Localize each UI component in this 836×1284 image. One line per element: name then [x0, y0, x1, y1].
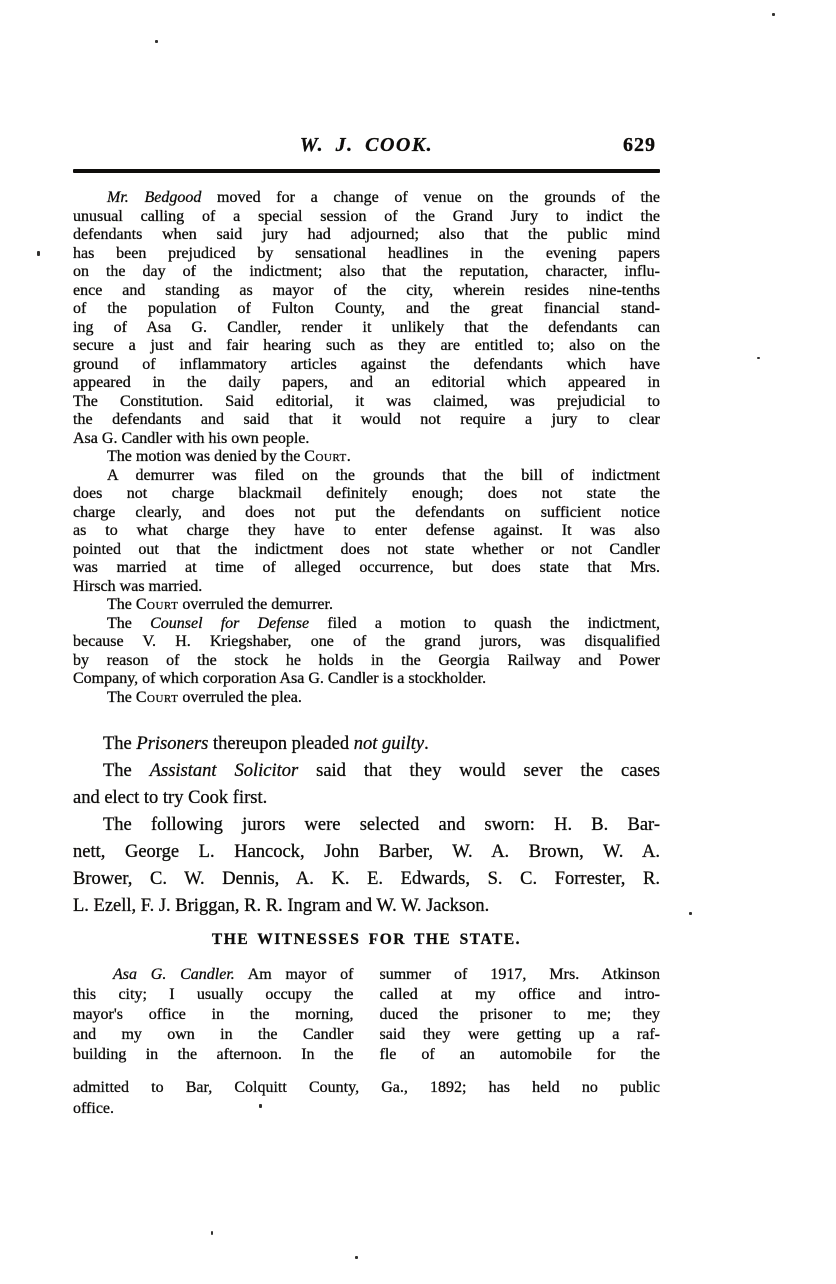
text-line — [73, 245, 660, 264]
text-run: Prisoners — [136, 734, 209, 754]
text-line — [380, 965, 661, 985]
demurrer-paragraph — [73, 467, 660, 597]
candler-testimony-columns — [73, 965, 660, 1065]
text-line — [73, 356, 660, 375]
text-run: because V. H. Kriegshaber, one of the grand jurors, was disqualified — [73, 633, 660, 650]
text-run: Assistant Solicitor — [149, 761, 299, 781]
plea-overruled-line — [73, 689, 660, 708]
text-line — [73, 504, 660, 523]
text-run: filed a motion to quash the indictment, — [309, 614, 660, 632]
text-line — [73, 411, 660, 430]
venue-motion-paragraph — [73, 189, 660, 448]
text-run: Brower, C. W. Dennis, A. K. E. Edwards, S. C. Forrester, R. — [73, 869, 660, 889]
text-run: The — [107, 614, 151, 632]
text-run: and my own in the Candler — [73, 1026, 354, 1043]
text-run: The — [103, 734, 137, 754]
text-line — [73, 731, 660, 758]
text-line — [73, 559, 660, 578]
text-line — [73, 985, 354, 1005]
text-run: . — [424, 734, 429, 754]
text-run: moved for a change of venue on the grounds of the — [201, 189, 660, 206]
header-rule — [73, 169, 660, 173]
page-body — [73, 189, 660, 1119]
text-line — [73, 282, 660, 301]
text-line — [73, 670, 660, 689]
text-run: Asa G. Candler with his own people. — [73, 429, 310, 447]
text-line — [73, 263, 660, 282]
motion-denied-line — [73, 448, 660, 467]
text-run: admitted to Bar, Colquitt County, Ga., 1892; has held no public — [73, 1079, 660, 1096]
text-run: The motion was denied by the — [107, 448, 305, 465]
running-head — [73, 134, 660, 160]
text-line — [73, 226, 660, 245]
text-run: duced the prisoner to me; they — [379, 1006, 660, 1023]
scan-speck — [772, 13, 775, 16]
text-line — [73, 812, 660, 839]
text-line — [73, 485, 660, 504]
text-line — [73, 758, 660, 785]
text-run: said they were getting up a raf- — [379, 1026, 660, 1043]
sever-cases-paragraph — [73, 758, 660, 812]
text-run: The — [103, 761, 150, 781]
text-run: by reason of the stock he holds in the Georgia Railway and Power — [73, 651, 660, 669]
text-run: was married at time of alleged occurrence, but does state that Mrs. — [73, 559, 660, 576]
text-run: L. Ezell, F. J. Briggan, R. R. Ingram and W. W. Jackson. — [73, 896, 490, 916]
text-line — [73, 839, 660, 866]
text-run: said that they would sever the cases — [298, 761, 661, 781]
text-line — [73, 430, 660, 449]
scan-speck — [689, 912, 692, 915]
scan-speck — [259, 1104, 262, 1108]
prisoners-plea-line — [73, 731, 660, 758]
scan-speck — [355, 1256, 358, 1259]
text-line — [73, 578, 660, 597]
text-line — [73, 633, 660, 652]
text-line — [380, 985, 661, 1005]
text-line — [73, 596, 660, 615]
text-run: mayor's office in the morning, — [73, 1006, 354, 1023]
text-run: A demurrer was filed on the grounds that the bill of indictment — [107, 466, 660, 484]
text-run: ence and standing as mayor of the city, wherein resides nine-tenths — [73, 281, 660, 299]
text-line — [380, 1005, 661, 1025]
quash-motion-paragraph — [73, 615, 660, 689]
text-run: called at my office and intro- — [379, 986, 660, 1003]
text-run: Court — [135, 688, 179, 706]
text-run: Mr. Bedgood — [107, 189, 202, 206]
text-line — [73, 652, 660, 671]
text-run: Court — [304, 448, 347, 465]
text-line — [73, 393, 660, 412]
text-line — [73, 1077, 660, 1098]
text-line — [380, 1045, 661, 1065]
text-line — [380, 1025, 661, 1045]
left-column — [73, 965, 354, 1065]
text-run: The following jurors were selected and sworn: H. B. Bar- — [103, 815, 660, 835]
text-line — [73, 785, 660, 812]
text-run: pointed out that the indictment does not state whether or not Candler — [73, 540, 660, 558]
text-line — [73, 208, 660, 227]
text-run: fle of an automobile for the — [379, 1046, 660, 1063]
text-line — [73, 615, 660, 634]
text-line — [73, 965, 354, 985]
text-run: ground of inflammatory articles against the defendants which have — [73, 355, 660, 373]
text-run: Hirsch was married. — [73, 577, 203, 595]
text-run: overruled the plea. — [178, 688, 302, 706]
footnote-paragraph — [73, 1077, 660, 1119]
text-run: secure a just and fair hearing such as they are entitled to; also on the — [73, 337, 660, 354]
text-run: Asa G. Candler. — [113, 966, 235, 983]
text-run: summer of 1917, Mrs. Atkinson — [379, 966, 660, 983]
text-line — [73, 300, 660, 319]
text-line — [73, 467, 660, 486]
text-line — [73, 893, 660, 920]
text-run: of the population of Fulton County, and the great financial stand- — [73, 300, 660, 317]
jurors-paragraph — [73, 812, 660, 920]
text-run: has been prejudiced by sensational headlines in the evening papers — [73, 244, 660, 262]
text-run: building in the afternoon. In the — [73, 1046, 354, 1063]
text-run: nett, George L. Hancock, John Barber, W. A. Brown, W. A. — [73, 842, 660, 862]
text-run: Company, of which corporation Asa G. Candler is a stockholder. — [73, 670, 487, 687]
right-column-text — [380, 965, 661, 1065]
text-line — [73, 1025, 354, 1045]
text-run: on the day of the indictment; also that the reputation, character, influ- — [73, 263, 660, 280]
text-line — [73, 1098, 660, 1119]
text-line — [73, 337, 660, 356]
text-column — [73, 0, 660, 1119]
scan-speck — [211, 1231, 213, 1235]
text-line — [73, 522, 660, 541]
text-line — [73, 319, 660, 338]
text-run: Counsel for Defense — [150, 614, 310, 632]
text-line — [73, 448, 660, 467]
page-title: W. J. COOK. — [299, 134, 434, 156]
scan-speck — [757, 357, 760, 359]
text-run: . — [346, 448, 351, 465]
text-run: appeared in the daily papers, and an editorial which appeared in — [73, 374, 660, 391]
text-line — [73, 541, 660, 560]
text-run: thereupon pleaded — [208, 734, 354, 754]
scan-speck — [37, 251, 40, 256]
text-run: ing of Asa G. Candler, render it unlikely that the defendants can — [73, 318, 660, 336]
text-run: this city; I usually occupy the — [73, 986, 354, 1003]
left-column-text — [73, 965, 354, 1065]
text-run: The Constitution. Said editorial, it was claimed, was prejudicial to — [73, 392, 660, 410]
text-run: and elect to try Cook first. — [73, 788, 268, 808]
text-run: not guilty — [353, 734, 425, 754]
text-line — [73, 374, 660, 393]
text-run: as to what charge they have to enter defense against. It was also — [73, 522, 660, 539]
text-run: overruled the demurrer. — [178, 596, 333, 613]
text-line — [73, 1045, 354, 1065]
text-run: The — [107, 688, 136, 706]
page-number: 629 — [623, 134, 656, 156]
scan-speck — [155, 40, 158, 43]
right-column — [380, 965, 661, 1065]
text-run: the defendants and said that it would not require a jury to clear — [73, 411, 660, 428]
text-run: defendants when said jury had adjourned; also that the public mind — [73, 226, 660, 243]
text-run: office. — [73, 1100, 115, 1117]
text-run: Am mayor of — [234, 966, 354, 983]
text-line — [73, 1005, 354, 1025]
text-run: The — [107, 596, 136, 613]
text-run: unusual calling of a special session of the Grand Jury to indict the — [73, 207, 660, 225]
text-run: does not charge blackmail definitely enough; does not state the — [73, 485, 660, 502]
text-line — [73, 189, 660, 208]
text-run: charge clearly, and does not put the defendants on sufficient notice — [73, 503, 660, 521]
witnesses-heading: THE WITNESSES FOR THE STATE. — [211, 931, 522, 948]
text-run: Court — [135, 596, 179, 613]
text-line — [73, 689, 660, 708]
text-line — [73, 866, 660, 893]
demurrer-overruled-line — [73, 596, 660, 615]
